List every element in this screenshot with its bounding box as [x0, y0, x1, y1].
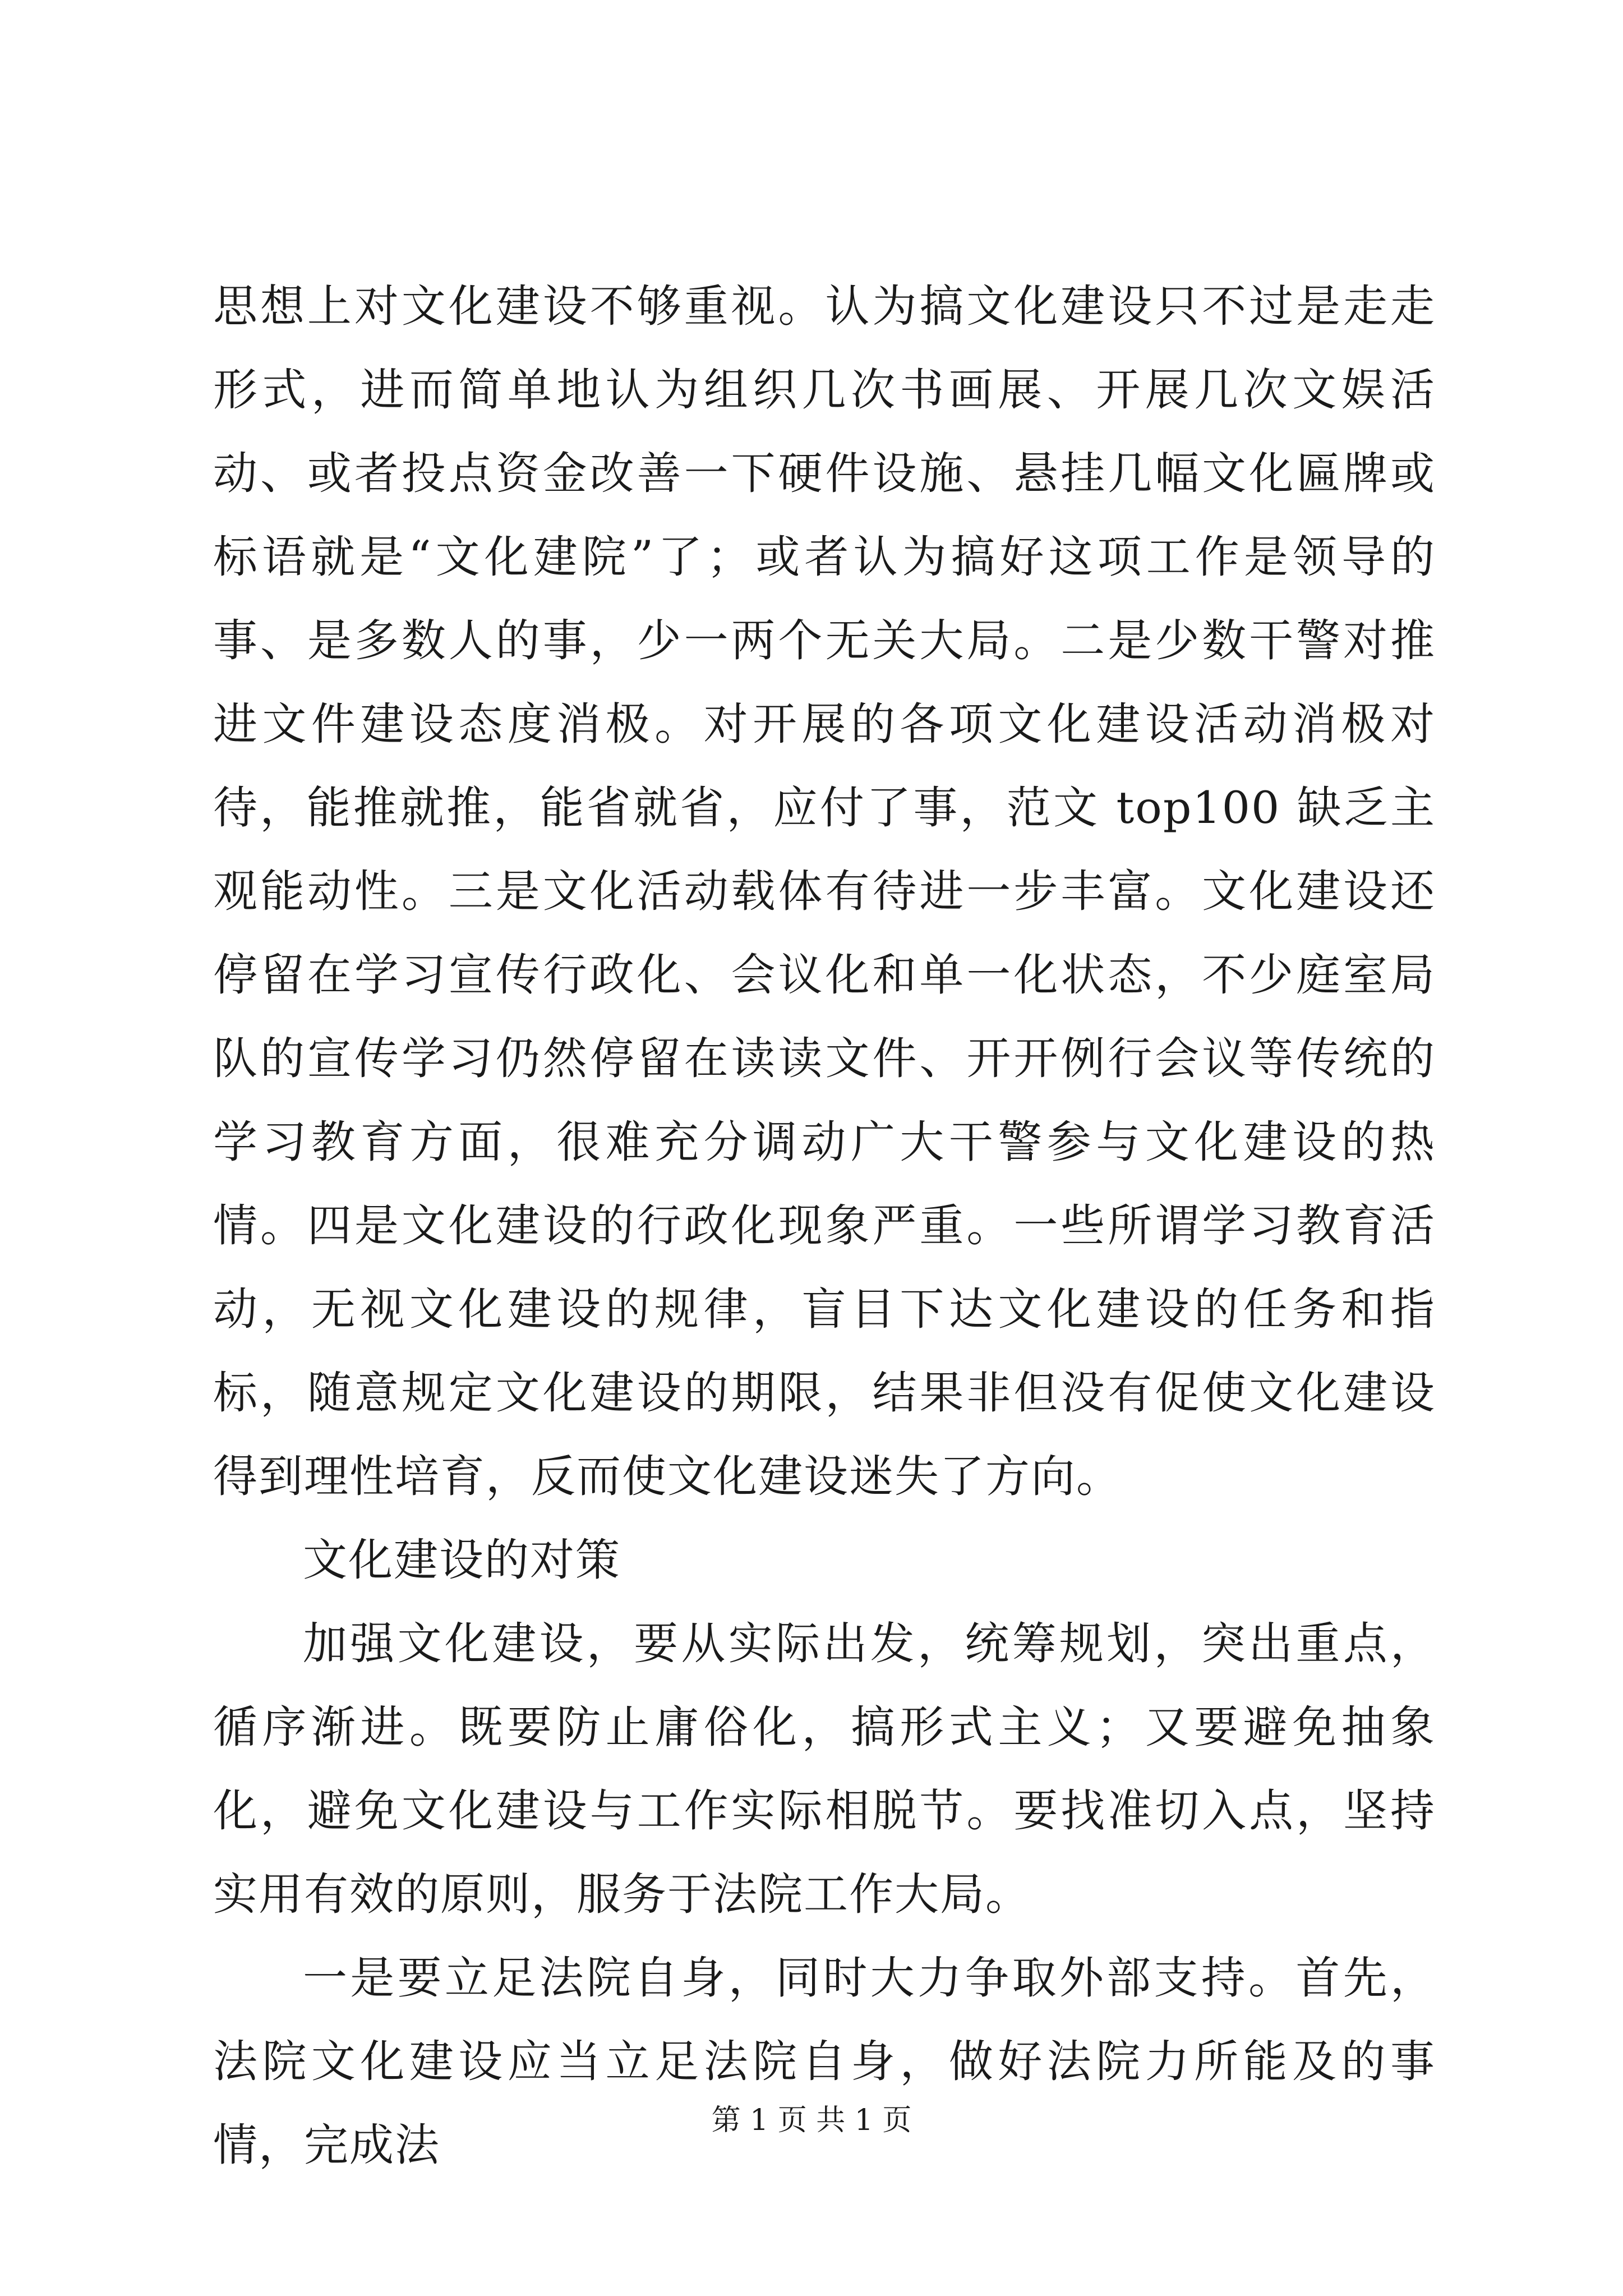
document-body — [213, 265, 1436, 2187]
paragraph-first-measure: 一是要立足法院自身，同时大力争取外部支持。首先，法院文化建设应当立足法院自身，做好法院力所能及的事情，完成法 — [213, 1952, 1436, 2171]
page-number-footer: 第 1 页 共 1 页 — [711, 2104, 912, 2137]
paragraph-strengthen-culture: 加强文化建设，要从实际出发，统筹规划，突出重点，循序渐进。既要防止庸俗化，搞形式主义；又要避免抽象化，避免文化建设与工作实际相脱节。要找准切入点，坚持实用有效的原则，服务于法院工作大局。 — [213, 1618, 1436, 1920]
section-heading-countermeasures: 文化建设的对策 — [303, 1534, 621, 1586]
paragraph-problems: 思想上对文化建设不够重视。认为搞文化建设只不过是走走形式，进而简单地认为组织几次书画展、开展几次文娱活动、或者投点资金改善一下硬件设施、悬挂几幅文化匾牌或标语就是“文化建院”了；或者认为搞好这项工作是领导的事、是多数人的事，少一两个无关大局。二是少数干警对推进文件建设态度消极。对开展的各项文化建设活动消极对待，能推就推，能省就省，应付了事，范文 top100 缺乏主观能动性。三是文化活动载体有待进一步丰富。文化建设还停留在学习宣传行政化、会议化和单一化状态，不少庭室局队的宣传学习仍然停留在读读文件、开开例行会议等传统的学习教育方面，很难充分调动广大干警参与文化建设的热情。四是文化建设的行政化现象严重。一些所谓学习教育活动，无视文化建设的规律，盲目下达文化建设的任务和指标，随意规定文化建设的期限，结果非但没有促使文化建设得到理性培育，反而使文化建设迷失了方向。 — [213, 280, 1436, 1502]
